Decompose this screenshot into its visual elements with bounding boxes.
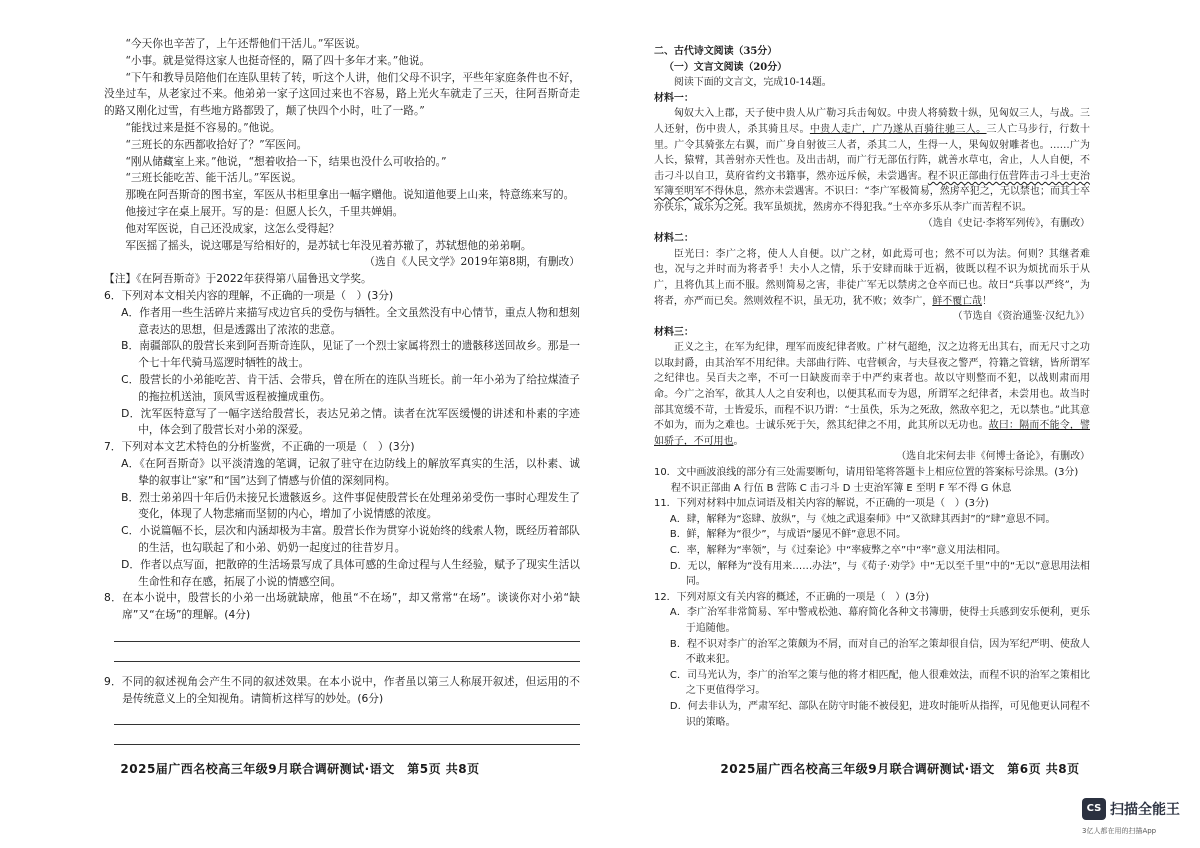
answer-line [114, 707, 580, 725]
story-source: （选自《人民文学》2019年第8期，有删改） [364, 255, 580, 269]
material-2-text [654, 247, 1090, 309]
question-9: 9．不同的叙述视角会产生不同的叙述效果。在本小说中，作者虽以第三人称展开叙述，但运用的不是传统意义上的全知视角。请简析这样写的妙处。(6分) [104, 674, 580, 705]
section-title: 二、古代诗文阅读（35分） [654, 46, 778, 57]
story-paragraph: “小事。就是觉得这家人也挺奇怪的，隔了四十多年才来。”他说。 [125, 53, 431, 67]
scanner-tagline: 3亿人都在用的扫描App [1082, 827, 1157, 835]
story-paragraph: “刚从储藏室上来。”他说，“想着收拾一下，结果也没什么可收拾的。” [125, 154, 447, 168]
material-2-underlined: 鲜不覆亡哉 [932, 295, 982, 307]
question-7-option-a: A．《在阿吾斯奇》以平淡清逸的笔调，记叙了驻守在边防线上的解放军真实的生活，以朴素、诚挚的叙事让“家”和“国”达到了情感与价值的深刻同构。 [121, 456, 580, 487]
question-6-option-a: A．作者用一些生活碎片来描写戍边官兵的受伤与牺牲。全文虽然没有中心情节，重点人物和想刻意表达的思想，但是透露出了浓浓的悲意。 [121, 305, 580, 336]
material-1-part: ，然亦未尝遇害。不识曰：“李广军极简易，然虏卒犯之，无以禁也；而其士卒亦佚乐，咸乐为之死。我军虽烦扰，然虏亦不得犯我。”士卒亦多乐从李广而苦程不识。 [654, 186, 1090, 213]
story-paragraph: “三班长能吃苦、能干活儿。”军医说。 [125, 171, 302, 185]
instruction: 阅读下面的文言文，完成10-14题。 [673, 77, 832, 89]
material-2-part: ！ [981, 295, 992, 307]
camscanner-logo-icon: CS [1082, 798, 1106, 820]
left-column [104, 36, 580, 747]
material-3-title: 材料三： [654, 326, 694, 338]
question-12-option-c: C．司马光认为，李广的治军之策与他的将才相匹配，他人很难效法，而程不识的治军之策相比之下更值得学习。 [669, 669, 1090, 697]
story-paragraph: 军医摇了摇头，说这哪是写给相好的，是苏轼七年没见着苏辙了，苏轼想他的弟弟啊。 [125, 238, 532, 252]
story-paragraph: 他接过字在桌上展开。写的是：但愿人长久，千里共婵娟。 [125, 204, 404, 218]
question-11-option-c: C．率，解释为“率领”，与《过秦论》中“率疲弊之卒”中“率”意义用法相同。 [669, 545, 1006, 556]
question-12-option-a: A．李广治军非常简易、军中警戒松弛、幕府简化各种文书簿册，使得士兵感到安乐便利，更乐于追随他。 [669, 607, 1090, 634]
story-note: 【注】《在阿吾斯奇》于2022年获得第八届鲁迅文学奖。 [104, 272, 372, 286]
question-6-option-d: D．沈军医特意写了一幅字送给殷营长，表达兄弟之情。读者在沈军医缓慢的讲述和朴素的字迹中，体会到了殷营长对小弟的深爱。 [121, 406, 580, 437]
material-1-part: 三人亡马步行，行数十里。广令其骑张左右翼，而广身自射彼三人者，杀其二人，生得一人，果匈奴射雕者也。……广为人长，猿臂，其善射亦天性也。及出击胡，而广行无部伍行阵，就善水草屯，舍止，人人自便，不击刁斗以自卫，莫府省约文书籍事，然亦远斥候，未尝遇害。 [654, 123, 1090, 182]
question-11-option-a: A．肆，解释为“恣肆、放纵”，与《烛之武退秦师》中“又欲肆其西封”的“肆”意思不同。 [669, 513, 1056, 525]
scanner-watermark [1082, 796, 1194, 844]
question-11-option-d: D．无以，解释为“没有用来……办法”，与《荀子·劝学》中“无以至千里”中的“无以”意思用法相同。 [669, 560, 1090, 588]
material-3-underlined: 故曰：隔而不能令，譬如骄子，不可用也 [654, 420, 1090, 447]
question-10-stem: 10．文中画波浪线的部分有三处需要断句，请用铅笔将答题卡上相应位置的答案标号涂黑。(3分) [654, 467, 1079, 479]
question-6-stem: 6．下列对本文相关内容的理解，不正确的一项是（ ）(3分) [104, 288, 394, 302]
question-12-option-d: D．何去非认为，严肃军纪、部队在防守时能不被侵犯，进攻时能听从指挥，可见他更认同程不识的策略。 [669, 700, 1090, 728]
story-paragraph: “能找过来是挺不容易的。”他说。 [125, 120, 281, 134]
question-7-option-c: C．小说篇幅不长，层次和内涵却极为丰富。殷营长作为贯穿小说始终的线索人物，既经历着部队的生活，也勾联起了和小弟、奶奶一起度过的往昔岁月。 [121, 524, 580, 554]
question-12-stem: 12．下列对原文有关内容的概述，不正确的一项是（ ）(3分) [654, 591, 930, 603]
material-2-part: 臣光曰：李广之将，使人人自便。以广之材，如此焉可也；然不可以为法。何则？其继者难也，况与之并时而为将者乎！夫小人之情，乐于安肆而昧于近祸，彼既以程不识为烦扰而乐于从广，且将仇其上而不服。然则简易之害，非徒广军无以禁虏之仓卒而已也。故曰“兵事以严终”，为将者，亦严而已矣。然则效程不识，虽无功，犹不败；效李广， [654, 248, 1090, 307]
material-1-title: 材料一： [654, 92, 694, 104]
question-6-option-c: C．殷营长的小弟能吃苦、肯干活、会带兵，曾在所在的连队当班长。前一年小弟为了给拉煤渣子的拖拉机送油，顶风雪返程被撞成重伤。 [121, 372, 580, 403]
question-6-option-b: B．南疆部队的殷营长来到阿吾斯奇连队，见证了一个烈士家属将烈士的遗骸移送回故乡。那是一个七十年代骑马巡逻时牺牲的战士。 [121, 339, 580, 370]
story-paragraph: “三班长的东西都收拾好了？”军医问。 [125, 137, 308, 151]
footer-right: 2025届广西名校高三年级9月联合调研测试·语文 第6页 共8页 [720, 762, 1080, 776]
question-7-option-d: D．作者以点写面，把散碎的生活场景写成了具体可感的生命过程与人生经验，赋予了现实生活以生命性和存在感，拓展了小说的情感空间。 [121, 557, 580, 588]
story-paragraph: 他对军医说，自己还没成家，这怎么受得起？ [125, 221, 340, 235]
question-7-stem: 7．下列对本文艺术特色的分析鉴赏，不正确的一项是（ ）(3分) [104, 440, 415, 454]
story-paragraph: “今天你也辛苦了，上午还帮他们干活儿。”军医说。 [125, 37, 367, 50]
question-11-stem: 11．下列对材料中加点词语及相关内容的解说，不正确的一项是（ ）(3分) [654, 498, 989, 510]
question-10-line: 程不识正部曲 A 行伍 B 营陈 C 击刁斗 D 士吏治军簿 E 至明 F 军不得 G 休息 [670, 482, 1012, 494]
material-2-source: （节选自《资治通鉴·汉纪九》） [952, 311, 1090, 323]
answer-line [114, 727, 580, 745]
question-11-option-b: B．鲜，解释为“很少”，与成语“屡见不鲜”意思不同。 [669, 529, 907, 541]
material-2-title: 材料二： [654, 233, 694, 245]
footer-left: 2025届广西名校高三年级9月联合调研测试·语文 第5页 共8页 [120, 762, 480, 776]
scanner-app-name: 扫描全能王 [1110, 802, 1180, 818]
material-3-part: 。 [733, 435, 744, 447]
subsection-title: （一）文言文阅读（20分） [663, 61, 788, 73]
material-3-part: 正义之主，在军为纪律，理军而废纪律者败。广材气超绝，汉之边将无出其右，而无尺寸之功以取封爵，由其治军不用纪律。夫部曲行阵、屯营顿舍，与夫昼夜之警严，符籍之管辖，皆所谓军之纪律也。吴百夫之率，不可一日缺废而幸于中严约束者也。故以守则整而不犯，以战则肃而用命。今广之治军，欲其人人之自安利也，以便其私而专为恩，所谓军之纪律者，未尝用也。故当时部其宽缓不苛，士皆爱乐，而程不识乃谓：“士虽佚，乐为之死敌，然敌卒犯之，无以禁也。”此其意不如为，而为之难也。士诚乐死于矢，然其纪律之不用，此其所以无功也。 [654, 342, 1090, 432]
material-1-wavy: 程不识正部曲行伍营阵击刁斗士吏治军簿至明军不得休息 [654, 170, 1090, 198]
material-1-text [654, 106, 1090, 215]
question-12-option-b: B．程不识对李广的治军之策颇为不屑，而对自己的治军之策却很自信，因为军纪严明、使敌人不敢来犯。 [669, 638, 1090, 666]
right-column [654, 44, 1090, 730]
story-paragraph: 那晚在阿吾斯奇的图书室，军医从书柜里拿出一幅字赠他。说知道他要上山来，特意练来写的。 [125, 188, 575, 202]
story-paragraph: “下午和教导员陪他们在连队里转了转，听这个人讲，他们父母不识字，平些年家庭条件也不好，没坐过车，从老家过不来。他弟弟一家子这回过来也不容易，路上光火车就走了三天，往阿吾斯奇走的路又刚化过雪，有些地方路都毁了，颠了快四个小时，吐了一路。” [104, 70, 580, 118]
question-8: 8．在本小说中，殷营长的小弟一出场就缺席，他虽“不在场”，却又常常“在场”。谈谈你对小弟“缺席”又“在场”的理解。(4分) [104, 591, 580, 622]
material-1-source: （选自《史记·李将军列传》，有删改） [922, 217, 1090, 229]
material-3-source: （选自北宋何去非《何博士备论》，有删改） [896, 451, 1090, 463]
material-1-underlined: 中贵人走广，广乃遂从百骑往驰三人。 [809, 123, 987, 135]
answer-line [114, 624, 580, 642]
material-1-part: 匈奴大入上郡，天子使中贵人从广勒习兵击匈奴。中贵人将骑数十纵，见匈奴三人，与战。三人还射，伤中贵人，杀其骑且尽。 [654, 108, 1090, 135]
question-7-option-b: B．烈士弟弟四十年后仍未接兄长遗骸返乡。这件事促使殷营长在处理弟弟受伤一事时心理发生了变化，体现了人物悲痛而坚韧的内心，增加了小说情感的浓度。 [121, 490, 580, 521]
material-3-text [654, 340, 1090, 449]
answer-line [114, 644, 580, 662]
